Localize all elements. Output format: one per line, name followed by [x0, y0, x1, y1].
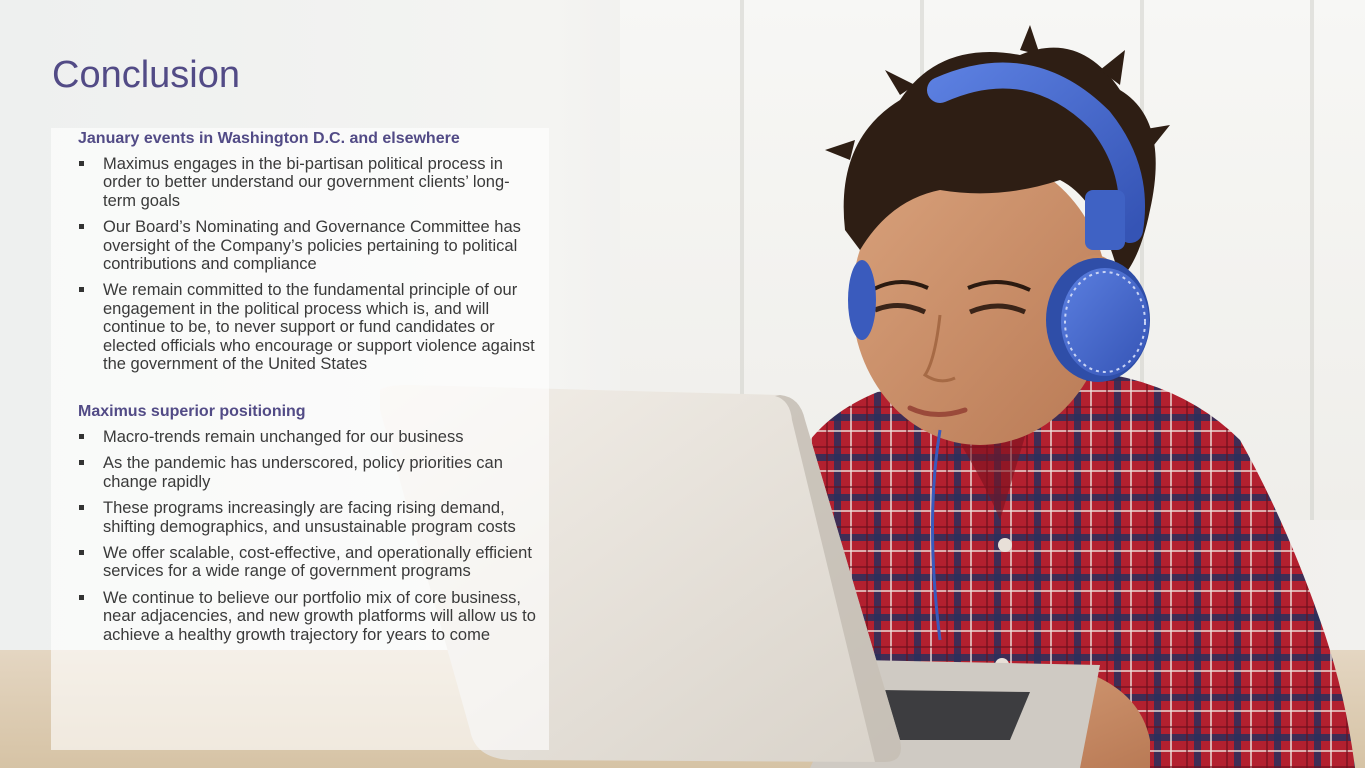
list-item: [78, 544, 538, 581]
list-item: [78, 155, 538, 210]
section-january-events: [78, 129, 538, 381]
shirt-button-1: [998, 538, 1012, 552]
page-title: Conclusion: [52, 54, 240, 96]
bullet-square-icon: [79, 224, 84, 229]
list-item: [78, 454, 538, 491]
list-item: [78, 218, 538, 273]
bullet-square-icon: [79, 505, 84, 510]
bullet-square-icon: [79, 434, 84, 439]
list-item-text: Maximus engages in the bi-partisan political process in order to better understand our government clients’ long-term goals: [103, 155, 510, 210]
bullet-square-icon: [79, 460, 84, 465]
bullet-square-icon: [79, 287, 84, 292]
list-item: [78, 499, 538, 536]
section-heading: January events in Washington D.C. and elsewhere: [78, 130, 460, 147]
list-item-text: We offer scalable, cost-effective, and operationally efficient services for a wide range of government programs: [103, 544, 532, 581]
bullet-list: [78, 155, 538, 373]
list-item: [78, 281, 538, 373]
list-item: [78, 428, 538, 446]
list-item-text: Macro-trends remain unchanged for our business: [103, 428, 464, 446]
section-superior-positioning: [78, 402, 538, 652]
list-item-text: We continue to believe our portfolio mix of core business, near adjacencies, and new growth platforms will allow us to achieve a healthy growth trajectory for years to come: [103, 588, 536, 644]
bullet-list: [78, 428, 538, 644]
bullet-square-icon: [79, 161, 84, 166]
section-heading: Maximus superior positioning: [78, 403, 306, 420]
bullet-square-icon: [79, 595, 84, 600]
list-item-text: These programs increasingly are facing rising demand, shifting demographics, and unsustainable program costs: [103, 499, 516, 536]
list-item-text: We remain committed to the fundamental principle of our engagement in the political process which is, and will continue to be, to never support or fund candidates or elected officials who encourage or support violence against the government of the United States: [103, 281, 535, 374]
list-item-text: As the pandemic has underscored, policy priorities can change rapidly: [103, 454, 503, 491]
bullet-square-icon: [79, 550, 84, 555]
list-item: [78, 589, 538, 644]
list-item-text: Our Board’s Nominating and Governance Committee has oversight of the Company’s policies pertaining to political contributions and compliance: [103, 218, 521, 274]
